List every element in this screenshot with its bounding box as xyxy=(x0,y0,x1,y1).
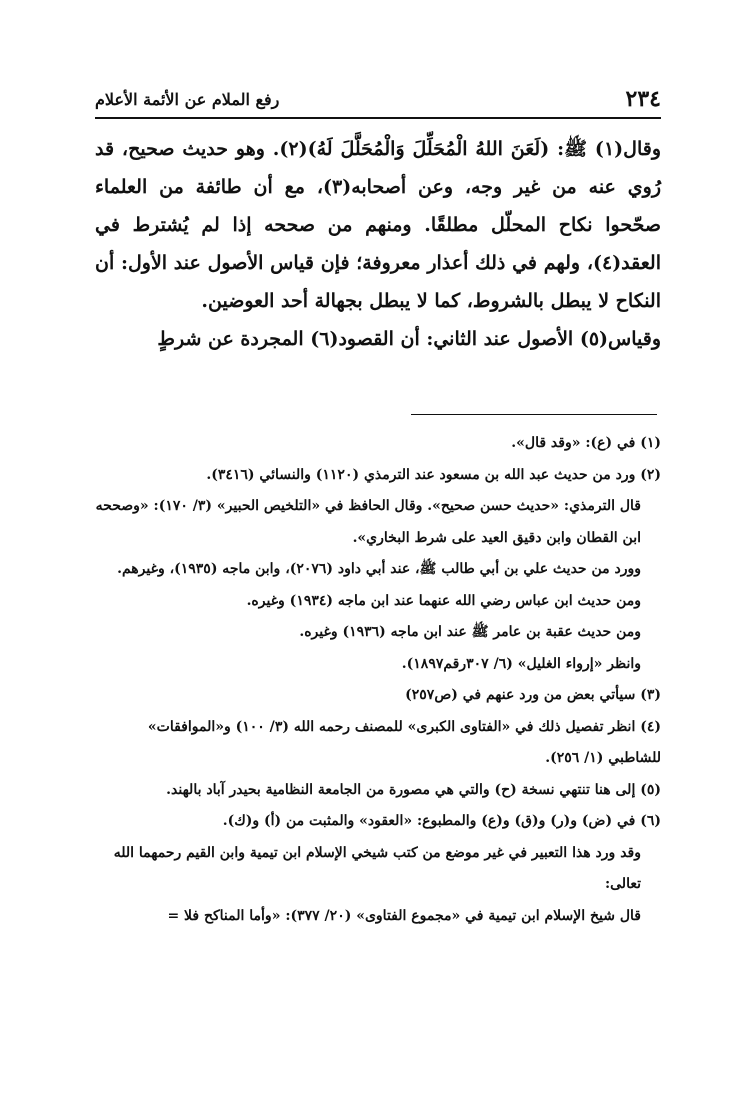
footnote-2-line: ومن حديث ابن عباس رضي الله عنهما عند ابن ماجه (١٩٣٤) وغيره. xyxy=(246,592,641,609)
footnotes xyxy=(95,428,661,932)
page-number: ٢٣٤ xyxy=(625,86,661,112)
footnote-6: (٦) في (ض) و(ر) و(ق) و(ع) والمطبوع: «العقود» والمثبت من (أ) و(ك). xyxy=(222,813,661,829)
page-header xyxy=(95,86,661,116)
running-title: رفع الملام عن الأئمة الأعلام xyxy=(95,90,280,109)
footnote-5: (٥) إلى هنا تنتهي نسخة (ح) والتي هي مصورة من الجامعة النظامية بحيدر آباد بالهند. xyxy=(166,781,661,798)
footnote-2: (٢) ورد من حديث عبد الله بن مسعود عند الترمذي (١١٢٠) والنسائي (٣٤١٦). xyxy=(206,466,661,483)
footnote-2-line: وورد من حديث علي بن أبي طالب ﷺ، عند أبي داود (٢٠٧٦)، وابن ماجه (١٩٣٥)، وغيرهم. xyxy=(117,561,641,577)
footnote-3: (٣) سيأتي بعض من ورد عنهم في (ص٢٥٧) xyxy=(405,687,661,703)
body-paragraph: وقال(١) ﷺ: (لَعَنَ اللهُ الْمُحَلِّلَ وَالْمُحَلَّلَ لَهُ)(٢). وهو حديث صحيح، قد رُوي عنه من غير وجه، وعن أصحابه(٣)، مع أن طائفة من العلماء صحّحوا نكاح المحلّل مطلقًا. ومنهم من صححه إذا لم يُشترط في العقد(٤)، ولهم في ذلك أعذار معروفة؛ فإن قياس الأصول عند الأول: أن النكاح لا يبطل بالشروط، كما لا يبطل بجهالة أحد العوضين. xyxy=(95,138,662,312)
body-paragraph: وقياس(٥) الأصول عند الثاني: أن القصود(٦) المجردة عن شرطٍ xyxy=(157,328,661,350)
main-text xyxy=(95,130,661,358)
footnote-6-line: وقد ورد هذا التعبير في غير موضع من كتب شيخي الإسلام ابن تيمية وابن القيم رحمهما الله تعالى: xyxy=(113,844,641,892)
footnote-2-line: ومن حديث عقبة بن عامر ﷺ عند ابن ماجه (١٩٣٦) وغيره. xyxy=(299,624,641,640)
footnote-1: (١) في (ع): «وقد قال». xyxy=(511,435,661,451)
footnote-2-line: قال الترمذي: «حديث حسن صحيح». وقال الحافظ في «التلخيص الحبير» (٣/ ١٧٠): «وصححه ابن القطان وابن دقيق العيد على شرط البخاري». xyxy=(95,498,641,546)
footnote-4: (٤) انظر تفصيل ذلك في «الفتاوى الكبرى» للمصنف رحمه الله (٣/ ١٠٠) و«الموافقات» للشاطبي (١/ ٢٥٦). xyxy=(147,718,661,766)
header-rule xyxy=(95,117,661,119)
footnote-6-line: قال شيخ الإسلام ابن تيمية في «مجموع الفتاوى» (٢٠/ ٣٧٧): «وأما المناكح فلا = xyxy=(167,907,641,924)
footnote-2-line: وانظر «إرواء الغليل» (٦/ ٣٠٧رقم١٨٩٧). xyxy=(401,655,641,672)
footnote-separator xyxy=(411,414,657,415)
